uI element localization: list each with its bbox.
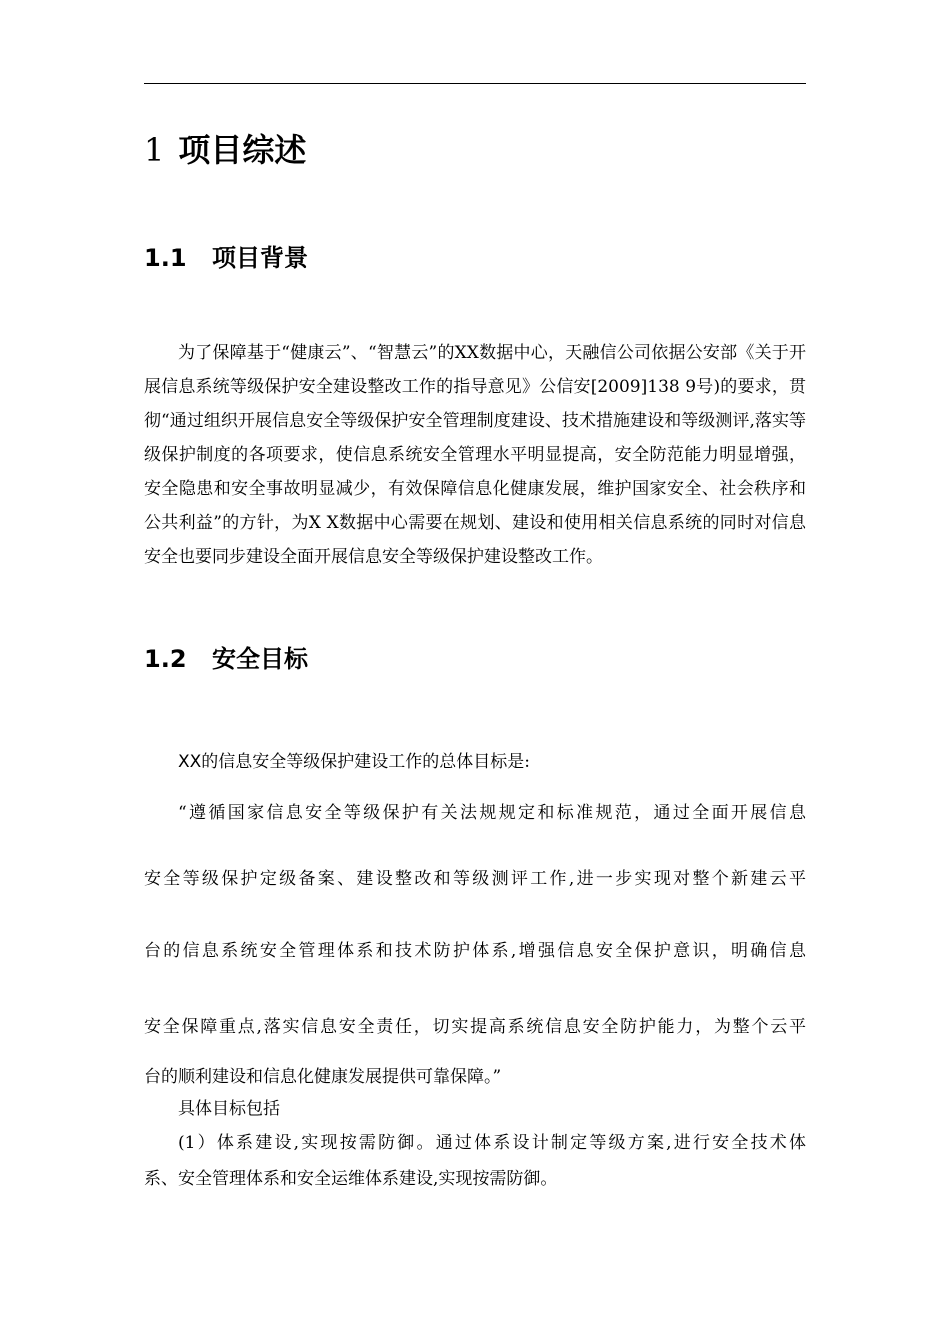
goal-intro-text: 的信息安全等级保护建设工作的总体目标是:: [201, 752, 531, 772]
section-heading-background: [144, 241, 308, 275]
background-paragraph: 为了保障基于“健康云”、“智慧云”的XX数据中心，天融信公司依据公安部《关于开展信息系统等级保护安全建设整改工作的指导意见》公信安[2009]138 9号)的要求，贯彻“通过组织开展信息安全等级保护安全管理制度建设、技术措施建设和等级测评,落实等级保护制度的各项要求，使信息系统安全管理水平明显提高，安全防范能力明显增强，安全隐患和安全事故明显减少，有效保障信息化健康发展，维护国家安全、社会秩序和公共利益”的方针，为X X数据中心需要在规划、建设和使用相关信息系统的同时对信息安全也要同步建设全面开展信息安全等级保护建设整改工作。: [144, 343, 806, 567]
section-heading-goals: [144, 642, 308, 676]
goal-quote-line: 台的信息系统安全管理体系和技术防护体系,增强信息安全保护意识，明确信息: [144, 941, 806, 961]
goal-quote-line: “遵循国家信息安全等级保护有关法规规定和标准规范，通过全面开展信息: [178, 803, 806, 823]
goal-quote-line: 台的顺利建设和信息化健康发展提供可靠保障。”: [144, 1067, 502, 1087]
goal-quote-line: 安全保障重点,落实信息安全责任，切实提高系统信息安全防护能力，为整个云平: [144, 1017, 806, 1037]
chapter-number: 1: [144, 131, 165, 169]
section-number: 1.1: [144, 244, 187, 272]
specific-goals-label: 具体目标包括: [178, 1099, 280, 1119]
section-number: 1.2: [144, 645, 187, 673]
goal-point-line: (1）体系建设,实现按需防御。通过体系设计制定等级方案,进行安全技术体: [178, 1133, 806, 1153]
chapter-title: 项目综述: [178, 131, 307, 169]
section-title: 安全目标: [212, 645, 308, 673]
goal-intro: [178, 750, 806, 774]
header-rule: [144, 83, 806, 84]
section-title: 项目背景: [212, 244, 308, 272]
chapter-heading: [144, 128, 306, 172]
goal-point-line: 系、安全管理体系和安全运维体系建设,实现按需防御。: [144, 1169, 558, 1189]
goal-quote-line: 安全等级保护定级备案、建设整改和等级测评工作,进一步实现对整个新建云平: [144, 869, 806, 889]
goal-intro-prefix: XX: [178, 752, 202, 772]
